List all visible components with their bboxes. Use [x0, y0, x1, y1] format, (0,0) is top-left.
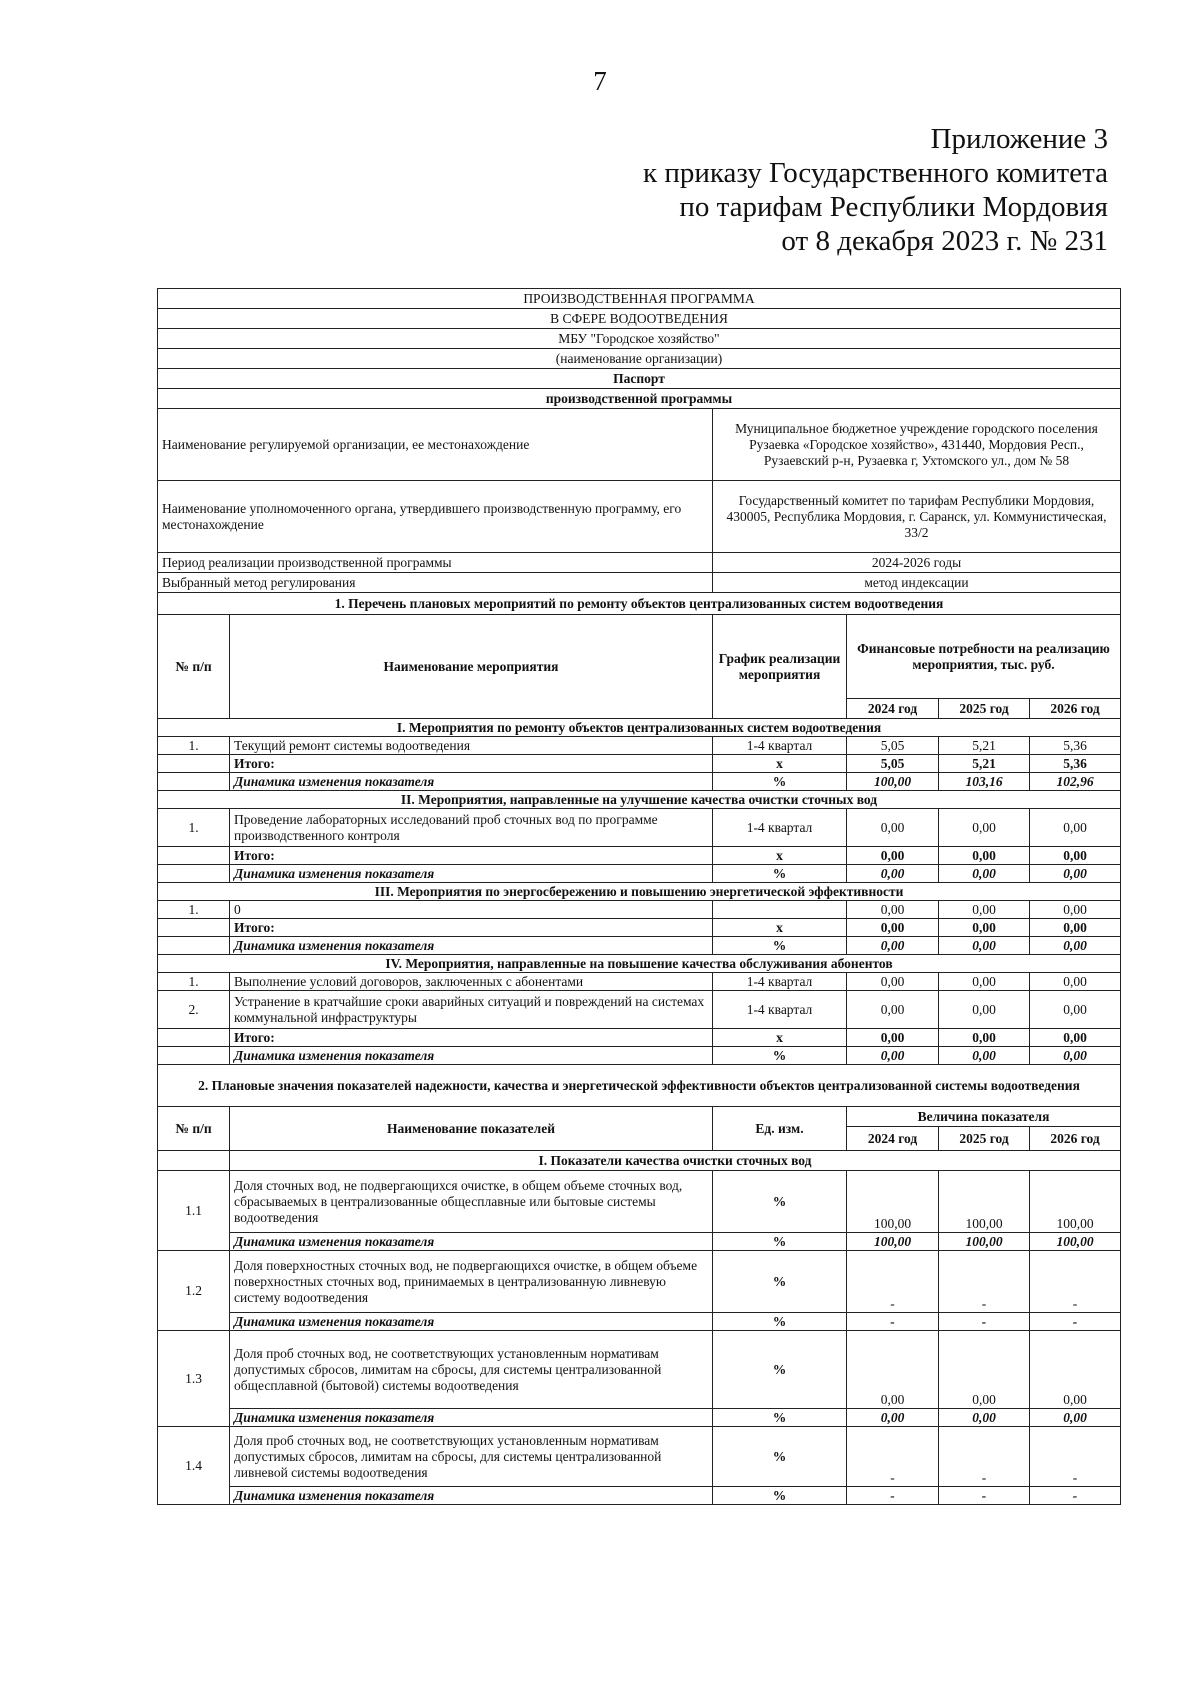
dynamics-value-2025: 103,16 — [939, 773, 1030, 791]
measure-schedule — [713, 901, 847, 919]
total-mark: х — [713, 847, 847, 865]
dynamics-value-2026: - — [1030, 1313, 1121, 1331]
measure-name: Выполнение условий договоров, заключенных с абонентами — [230, 973, 713, 991]
total-value-2024: 5,05 — [847, 755, 939, 773]
dynamics-value-2024: 100,00 — [847, 773, 939, 791]
passport-row — [158, 573, 1121, 593]
total-label: Итого: — [230, 755, 713, 773]
measure-name: 0 — [230, 901, 713, 919]
total-mark: х — [713, 919, 847, 937]
dynamics-value-2024: - — [847, 1487, 939, 1505]
measure-group-row — [158, 883, 1121, 901]
dynamics-unit: % — [713, 1487, 847, 1505]
measure-value-2026: 0,00 — [1030, 809, 1121, 847]
col-header-year: 2026 год — [1030, 699, 1121, 719]
section2-body — [158, 1171, 1121, 1505]
organization-note: (наименование организации) — [158, 349, 1121, 369]
dynamics-label: Динамика изменения показателя — [230, 773, 713, 791]
dynamics-value-2024: - — [847, 1313, 939, 1331]
indicator-name: Доля поверхностных сточных вод, не подвергающихся очистке, в общем объеме поверхностных сточных вод, принимаемых в централизованную ливневую систему водоотведения — [230, 1251, 713, 1313]
section1-title: 1. Перечень плановых мероприятий по ремонту объектов централизованных систем водоотведения — [158, 593, 1121, 615]
total-row — [158, 755, 1121, 773]
appendix-block — [643, 122, 1108, 258]
measure-value-2025: 0,00 — [939, 901, 1030, 919]
indicator-unit: % — [713, 1427, 847, 1487]
col-header-indicator-name: Наименование показателей — [230, 1107, 713, 1151]
measure-name: Текущий ремонт системы водоотведения — [230, 737, 713, 755]
indicator-name: Доля проб сточных вод, не соответствующих установленным нормативам допустимых сбросов, лимитам на сбросы, для системы централизованной общесплавной (бытовой) системы водоотведения — [230, 1331, 713, 1409]
indicator-number: 1.1 — [158, 1171, 230, 1251]
indicator-value-2024: - — [847, 1251, 939, 1313]
dynamics-value-2026: 0,00 — [1030, 865, 1121, 883]
measure-value-2025: 0,00 — [939, 973, 1030, 991]
indicator-row — [158, 1251, 1121, 1313]
measure-group-row — [158, 791, 1121, 809]
dynamics-row — [158, 1487, 1121, 1505]
measure-value-2025: 0,00 — [939, 809, 1030, 847]
dynamics-value-2026: 0,00 — [1030, 937, 1121, 955]
total-label: Итого: — [230, 919, 713, 937]
total-value-2025: 0,00 — [939, 1029, 1030, 1047]
measure-value-2026: 5,36 — [1030, 737, 1121, 755]
passport-value: Государственный комитет по тарифам Республики Мордовия, 430005, Республика Мордовия, г. Саранск, ул. Коммунистическая, 33/2 — [713, 481, 1121, 553]
measure-value-2026: 0,00 — [1030, 991, 1121, 1029]
indicator-number: 1.2 — [158, 1251, 230, 1331]
col-header-indicator-value: Величина показателя — [847, 1107, 1121, 1127]
empty-cell — [158, 847, 230, 865]
dynamics-value-2025: - — [939, 1487, 1030, 1505]
indicator-group-title: I. Показатели качества очистки сточных вод — [230, 1151, 1121, 1171]
measure-name: Проведение лабораторных исследований проб сточных вод по программе производственного контроля — [230, 809, 713, 847]
dynamics-row — [158, 773, 1121, 791]
measure-value-2024: 0,00 — [847, 973, 939, 991]
dynamics-value-2026: - — [1030, 1487, 1121, 1505]
dynamics-value-2024: 0,00 — [847, 1047, 939, 1065]
indicator-name: Доля проб сточных вод, не соответствующих установленным нормативам допустимых сбросов, лимитам на сбросы, для системы централизованной ливневой системы водоотведения — [230, 1427, 713, 1487]
total-value-2024: 0,00 — [847, 919, 939, 937]
empty-cell — [158, 937, 230, 955]
empty-cell — [158, 1151, 230, 1171]
empty-cell — [158, 1047, 230, 1065]
passport-subtitle: производственной программы — [158, 389, 1121, 409]
measure-row — [158, 973, 1121, 991]
indicator-row — [158, 1427, 1121, 1487]
indicator-name: Доля сточных вод, не подвергающихся очистке, в общем объеме сточных вод, сбрасываемых в централизованные общесплавные или бытовые системы водоотведения — [230, 1171, 713, 1233]
indicator-value-2026: - — [1030, 1427, 1121, 1487]
dynamics-value-2025: 0,00 — [939, 865, 1030, 883]
dynamics-label: Динамика изменения показателя — [230, 865, 713, 883]
passport-row — [158, 409, 1121, 481]
indicator-value-2024: 0,00 — [847, 1331, 939, 1409]
indicator-number: 1.4 — [158, 1427, 230, 1505]
total-value-2024: 0,00 — [847, 1029, 939, 1047]
dynamics-unit: % — [713, 1047, 847, 1065]
measure-group-row — [158, 955, 1121, 973]
dynamics-value-2025: 0,00 — [939, 1409, 1030, 1427]
measure-row — [158, 901, 1121, 919]
measure-group-title: II. Мероприятия, направленные на улучшение качества очистки сточных вод — [158, 791, 1121, 809]
program-sphere: В СФЕРЕ ВОДООТВЕДЕНИЯ — [158, 309, 1121, 329]
measure-group-row — [158, 719, 1121, 737]
measure-value-2025: 0,00 — [939, 991, 1030, 1029]
measure-number: 1. — [158, 737, 230, 755]
measure-value-2024: 0,00 — [847, 991, 939, 1029]
passport-value: метод индексации — [713, 573, 1121, 593]
dynamics-value-2026: 0,00 — [1030, 1409, 1121, 1427]
total-value-2026: 0,00 — [1030, 919, 1121, 937]
indicator-value-2024: 100,00 — [847, 1171, 939, 1233]
dynamics-label: Динамика изменения показателя — [230, 1313, 713, 1331]
empty-cell — [158, 755, 230, 773]
col-header-number: № п/п — [158, 615, 230, 719]
indicator-value-2025: - — [939, 1251, 1030, 1313]
total-row — [158, 1029, 1121, 1047]
dynamics-unit: % — [713, 1313, 847, 1331]
indicator-value-2026: 0,00 — [1030, 1331, 1121, 1409]
measure-value-2024: 0,00 — [847, 809, 939, 847]
measure-schedule: 1-4 квартал — [713, 973, 847, 991]
col-header-unit: Ед. изм. — [713, 1107, 847, 1151]
appendix-order: к приказу Государственного комитета — [642, 157, 1108, 189]
indicator-row — [158, 1171, 1121, 1233]
empty-cell — [158, 919, 230, 937]
measure-schedule: 1-4 квартал — [713, 991, 847, 1029]
measure-row — [158, 991, 1121, 1029]
total-mark: х — [713, 755, 847, 773]
dynamics-value-2026: 102,96 — [1030, 773, 1121, 791]
dynamics-label: Динамика изменения показателя — [230, 1409, 713, 1427]
passport-label: Наименование уполномоченного органа, утвердившего производственную программу, его местонахождение — [158, 481, 713, 553]
appendix-title: Приложение 3 — [930, 123, 1108, 155]
passport-label: Выбранный метод регулирования — [158, 573, 713, 593]
measure-schedule: 1-4 квартал — [713, 737, 847, 755]
indicator-unit: % — [713, 1251, 847, 1313]
passport-label: Наименование регулируемой организации, ее местонахождение — [158, 409, 713, 481]
section2-title: 2. Плановые значения показателей надежности, качества и энергетической эффективности объектов централизованной системы водоотведения — [158, 1065, 1121, 1107]
measure-value-2025: 5,21 — [939, 737, 1030, 755]
measure-group-title: I. Мероприятия по ремонту объектов централизованных систем водоотведения — [158, 719, 1121, 737]
dynamics-unit: % — [713, 865, 847, 883]
total-value-2025: 0,00 — [939, 847, 1030, 865]
indicator-value-2025: 0,00 — [939, 1331, 1030, 1409]
measure-number: 1. — [158, 809, 230, 847]
indicator-unit: % — [713, 1171, 847, 1233]
dynamics-unit: % — [713, 773, 847, 791]
indicator-value-2026: 100,00 — [1030, 1171, 1121, 1233]
program-title: ПРОИЗВОДСТВЕННАЯ ПРОГРАММА — [158, 289, 1121, 309]
dynamics-unit: % — [713, 1233, 847, 1251]
dynamics-row — [158, 1233, 1121, 1251]
dynamics-label: Динамика изменения показателя — [230, 1047, 713, 1065]
indicator-row — [158, 1331, 1121, 1409]
total-value-2025: 5,21 — [939, 755, 1030, 773]
dynamics-row — [158, 937, 1121, 955]
col-header-finance: Финансовые потребности на реализацию мероприятия, тыс. руб. — [847, 615, 1121, 699]
measure-row — [158, 737, 1121, 755]
measure-value-2026: 0,00 — [1030, 973, 1121, 991]
page-number: 7 — [593, 66, 607, 96]
total-value-2026: 0,00 — [1030, 1029, 1121, 1047]
total-row — [158, 847, 1121, 865]
measure-number: 1. — [158, 901, 230, 919]
col-header-year: 2025 год — [939, 699, 1030, 719]
measure-group-title: IV. Мероприятия, направленные на повышение качества обслуживания абонентов — [158, 955, 1121, 973]
dynamics-label: Динамика изменения показателя — [230, 1487, 713, 1505]
measure-value-2024: 5,05 — [847, 737, 939, 755]
total-row — [158, 919, 1121, 937]
total-mark: х — [713, 1029, 847, 1047]
indicator-unit: % — [713, 1331, 847, 1409]
dynamics-value-2024: 0,00 — [847, 865, 939, 883]
indicator-value-2025: 100,00 — [939, 1171, 1030, 1233]
col-header-schedule: График реализации мероприятия — [713, 615, 847, 719]
dynamics-value-2026: 100,00 — [1030, 1233, 1121, 1251]
measure-schedule: 1-4 квартал — [713, 809, 847, 847]
passport-value: Муниципальное бюджетное учреждение городского поселения Рузаевка «Городское хозяйство», 431440, Мордовия Респ., Рузаевский р-н, Рузаевка г, Ухтомского ул., дом № 58 — [713, 409, 1121, 481]
empty-cell — [158, 1029, 230, 1047]
empty-cell — [158, 773, 230, 791]
empty-cell — [158, 865, 230, 883]
indicator-value-2024: - — [847, 1427, 939, 1487]
passport-title: Паспорт — [158, 369, 1121, 389]
dynamics-unit: % — [713, 1409, 847, 1427]
dynamics-row — [158, 1313, 1121, 1331]
measure-value-2024: 0,00 — [847, 901, 939, 919]
dynamics-value-2026: 0,00 — [1030, 1047, 1121, 1065]
passport-label: Период реализации производственной программы — [158, 553, 713, 573]
passport-row — [158, 553, 1121, 573]
dynamics-unit: % — [713, 937, 847, 955]
measure-row — [158, 809, 1121, 847]
appendix-date: от 8 декабря 2023 г. № 231 — [781, 225, 1108, 257]
total-value-2026: 5,36 — [1030, 755, 1121, 773]
dynamics-label: Динамика изменения показателя — [230, 1233, 713, 1251]
col-header-year: 2024 год — [847, 699, 939, 719]
organization-name: МБУ "Городское хозяйство" — [158, 329, 1121, 349]
production-program-table — [157, 288, 1121, 1505]
dynamics-label: Динамика изменения показателя — [230, 937, 713, 955]
measure-value-2026: 0,00 — [1030, 901, 1121, 919]
col-header-year: 2025 год — [939, 1127, 1030, 1151]
dynamics-row — [158, 1409, 1121, 1427]
total-value-2026: 0,00 — [1030, 847, 1121, 865]
appendix-authority: по тарифам Республики Мордовия — [679, 191, 1108, 223]
dynamics-value-2025: - — [939, 1313, 1030, 1331]
total-label: Итого: — [230, 847, 713, 865]
passport-value: 2024-2026 годы — [713, 553, 1121, 573]
dynamics-value-2024: 100,00 — [847, 1233, 939, 1251]
dynamics-value-2024: 0,00 — [847, 937, 939, 955]
col-header-number: № п/п — [158, 1107, 230, 1151]
indicator-number: 1.3 — [158, 1331, 230, 1427]
measure-group-title: III. Мероприятия по энергосбережению и повышению энергетической эффективности — [158, 883, 1121, 901]
section1-body — [158, 719, 1121, 1065]
col-header-measure-name: Наименование мероприятия — [230, 615, 713, 719]
measure-number: 2. — [158, 991, 230, 1029]
col-header-year: 2026 год — [1030, 1127, 1121, 1151]
dynamics-value-2025: 100,00 — [939, 1233, 1030, 1251]
total-value-2024: 0,00 — [847, 847, 939, 865]
measure-name: Устранение в кратчайшие сроки аварийных ситуаций и повреждений на системах коммунальной инфраструктуры — [230, 991, 713, 1029]
dynamics-value-2024: 0,00 — [847, 1409, 939, 1427]
passport-row — [158, 481, 1121, 553]
dynamics-row — [158, 865, 1121, 883]
indicator-value-2026: - — [1030, 1251, 1121, 1313]
measure-number: 1. — [158, 973, 230, 991]
dynamics-row — [158, 1047, 1121, 1065]
col-header-year: 2024 год — [847, 1127, 939, 1151]
total-value-2025: 0,00 — [939, 919, 1030, 937]
dynamics-value-2025: 0,00 — [939, 1047, 1030, 1065]
indicator-value-2025: - — [939, 1427, 1030, 1487]
dynamics-value-2025: 0,00 — [939, 937, 1030, 955]
total-label: Итого: — [230, 1029, 713, 1047]
